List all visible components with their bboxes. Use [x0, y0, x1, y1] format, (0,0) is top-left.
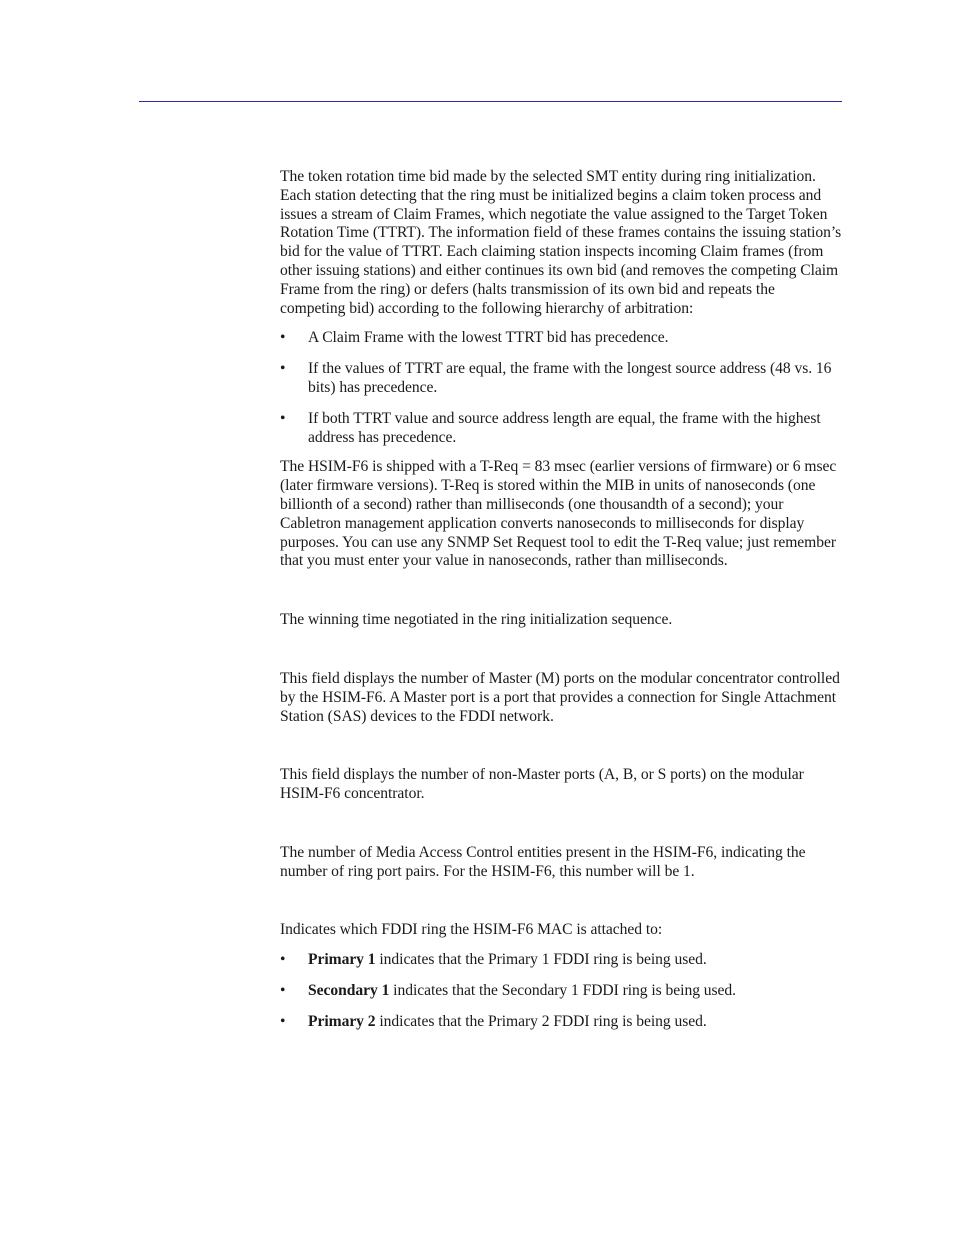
list-item-term: Primary 1 [308, 951, 376, 969]
non-master-ports-description: This field displays the number of non-Master ports (A, B, or S ports) on the modular HSIM-F6 concentrator. [280, 766, 804, 803]
list-item-term: Secondary 1 [308, 982, 390, 1000]
arbitration-bullet-list [280, 329, 842, 447]
master-ports-description: This field displays the number of Master (M) ports on the modular concentrator controlled by the HSIM-F6. A Master port is a port that provides a connection for Single Attachment Station (SAS) devices to the FDDI network. [280, 669, 840, 725]
list-item-text: indicates that the Secondary 1 FDDI ring is being used. [389, 982, 737, 1000]
list-item-text: A Claim Frame with the lowest TTRT bid has precedence. [308, 329, 669, 347]
bullet-icon: • [280, 1012, 286, 1030]
bullet-icon: • [280, 360, 286, 378]
list-item-text: indicates that the Primary 1 FDDI ring is being used. [375, 951, 707, 969]
list-item-text: indicates that the Primary 2 FDDI ring is being used. [375, 1012, 707, 1030]
list-item-text: If both TTRT value and source address length are equal, the frame with the highest address has precedence. [308, 409, 821, 446]
bullet-icon: • [280, 951, 286, 969]
document-body [280, 168, 842, 1032]
list-item-term: Primary 2 [308, 1012, 376, 1030]
header-rule [139, 101, 842, 102]
winning-time-description: The winning time negotiated in the ring initialization sequence. [280, 611, 673, 629]
list-item [280, 982, 842, 1001]
mac-count-description: The number of Media Access Control entities present in the HSIM-F6, indicating the number of ring port pairs. For the HSIM-F6, this number will be 1. [280, 843, 806, 880]
list-item-text: If the values of TTRT are equal, the frame with the longest source address (48 vs. 16 bits) has precedence. [308, 360, 832, 396]
list-item [280, 410, 842, 448]
bullet-icon: • [280, 982, 286, 1000]
list-item [280, 951, 842, 970]
bullet-icon: • [280, 409, 286, 427]
mac-ring-description: Indicates which FDDI ring the HSIM-F6 MAC is attached to: [280, 920, 663, 938]
ttrt-bid-description: The token rotation time bid made by the selected SMT entity during ring initialization. Each station detecting that the ring must be initialized begins a claim token process and issues a stream of Claim Frames, which negotiate the value assigned to the Target Token Rotation Time (TTRT). The information field of these frames contains the issuing station’s bid for the value of TTRT. Each claiming station inspects incoming Claim frames (from other issuing stations) and either continues its own bid (and removes the competing Claim Frame from the ring) or defers (halts transmission of its own bid and repeats the competing bid) according to the following hierarchy of arbitration: [280, 168, 842, 317]
bullet-icon: • [280, 329, 286, 347]
ring-bullet-list [280, 951, 842, 1031]
t-req-description: The HSIM-F6 is shipped with a T-Req = 83 msec (earlier versions of firmware) or 6 msec (later firmware versions). T-Req is stored within the MIB in units of nanoseconds (one billionth of a second) rather than milliseconds (one thousandth of a second); your Cabletron management application converts nanoseconds to milliseconds for display purposes. You can use any SNMP Set Request tool to edit the T-Req value; just remember that you must enter your value in nanoseconds, rather than milliseconds. [280, 458, 837, 570]
list-item [280, 360, 842, 398]
list-item [280, 329, 842, 348]
list-item [280, 1013, 842, 1032]
